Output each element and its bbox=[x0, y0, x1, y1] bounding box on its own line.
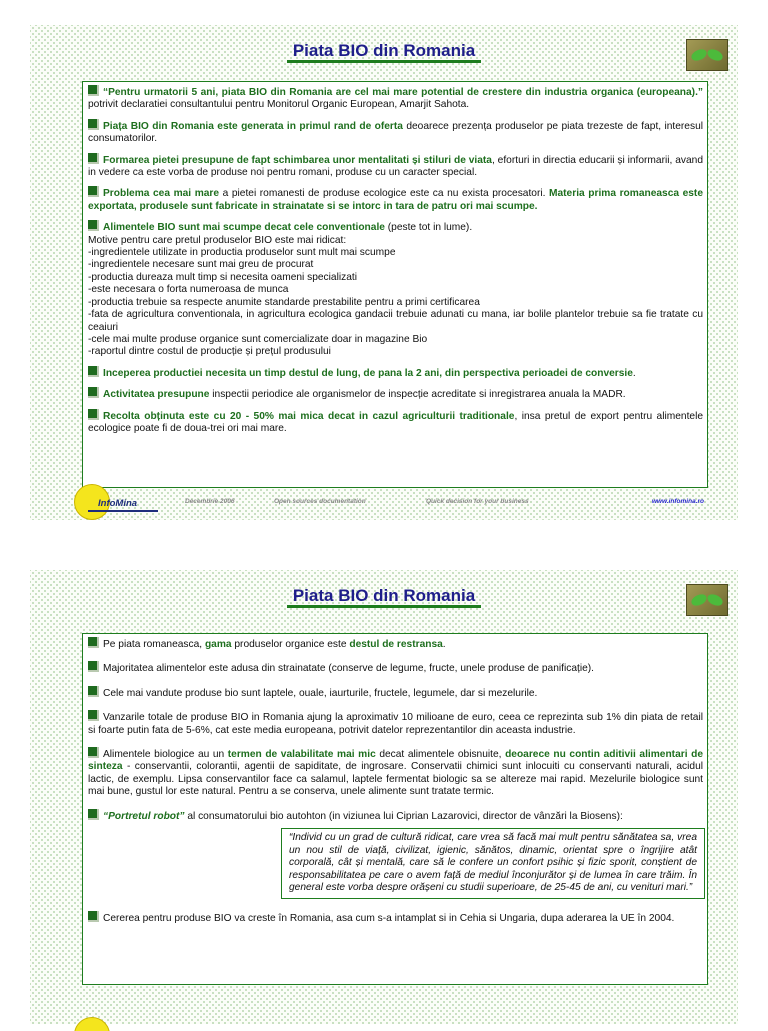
paragraph: Cererea pentru produse BIO va creste în Romania, asa cum s-a intamplat si in Cehia si Ungaria, dupa aderarea la UE în 2004. bbox=[88, 911, 703, 925]
leaf-logo-icon bbox=[686, 584, 728, 616]
slide-content bbox=[82, 633, 708, 985]
paragraph: “Portretul robot” al consumatorului bio autohton (in viziunea lui Ciprian Lazarovici, director de vânzări la Biosens): bbox=[88, 809, 703, 823]
reason-line: -raportul dintre costul de producție și prețul produsului bbox=[88, 346, 331, 358]
footer-source: Open sources documentation bbox=[274, 498, 366, 505]
bullet-icon bbox=[88, 710, 99, 721]
bullet-icon bbox=[88, 637, 99, 648]
paragraph: “Pentru urmatorii 5 ani, piata BIO din Romania are cel mai mare potential de crestere din industria organica (europeana).” potrivit declaratiei consultantului pentru Monitorul Organic European, Amarjit Sahota. bbox=[88, 87, 703, 111]
infomina-logo bbox=[74, 1017, 114, 1031]
paragraph: Alimentele BIO sunt mai scumpe decat cele conventionale (peste tot in lume). Motive pentru care pretul produselor BIO este mai ridicat: -ingredientele utilizate in productia produselor sunt mult mai scumpe -ingredientele necesare sunt mai greu de procurat -productia dureaza mult timp si necesita oameni specializati -este necesara o forta numeroasa de munca -productia trebuie sa respecte anumite standarde prestabilite pentru a primi certificarea -fata de agricultura conventionala, in agricultura ecologica gandacii trebuie adunati cu mana, iar bolile plantelor trebuie sa fie tratate cu ceaiuri -cele mai multe produse organice sunt comercializate doar in magazine Bio -raportul dintre costul de producție și prețul produsului bbox=[88, 222, 703, 358]
paragraph: Majoritatea alimentelor este adusa din strainatate (conserve de legume, fructe, unele produse de panificație). bbox=[88, 661, 703, 675]
logo-circle-icon bbox=[74, 1017, 110, 1031]
slide-content bbox=[82, 81, 708, 488]
leaf-logo-icon bbox=[686, 39, 728, 71]
reason-line: -productia dureaza mult timp si necesita oameni specializati bbox=[88, 271, 357, 283]
bullet-icon bbox=[88, 661, 99, 672]
logo-underline bbox=[88, 510, 158, 512]
bullet-icon bbox=[88, 911, 99, 922]
paragraph: Vanzarile totale de produse BIO in Romania ajung la aproximativ 10 milioane de euro, ceea ce reprezinta sub 1% din piata de retail si foarte putin fata de 5-6%, cat este media europeana, potrivit datelor reprezentantilor din aceasta industrie. bbox=[88, 712, 703, 736]
bullet-icon bbox=[88, 409, 99, 420]
reason-line: Motive pentru care pretul produselor BIO este mai ridicat: bbox=[88, 234, 347, 246]
reason-line: -cele mai multe produse organice sunt comercializate doar in magazine Bio bbox=[88, 333, 428, 345]
slide-1 bbox=[30, 25, 738, 520]
bullet-icon bbox=[88, 153, 99, 164]
bullet-icon bbox=[88, 366, 99, 377]
slide-2 bbox=[30, 570, 738, 1024]
reason-line: -fata de agricultura conventionala, in agricultura ecologica gandacii trebuie adunati cu mana, iar bolile plantelor trebuie sa fie tratate cu ceaiuri bbox=[88, 309, 703, 333]
paragraph: Piața BIO din Romania este generata in primul rand de oferta deoarece prezența produselor pe piata trezeste de fapt, interesul consumatorilor. bbox=[88, 120, 704, 145]
reason-line: -productia trebuie sa respecte anumite standarde prestabilite pentru a primi certificarea bbox=[88, 296, 480, 308]
bullet-icon bbox=[88, 220, 99, 231]
paragraph: Cele mai vandute produse bio sunt laptele, ouale, iaurturile, fructele, legumele, dar si mezelurile. bbox=[88, 686, 703, 700]
bullet-icon bbox=[88, 747, 99, 758]
paragraph: Pe piata romaneasca, gama produselor organice este destul de restransa. bbox=[88, 637, 703, 651]
paragraph: Activitatea presupune inspectii periodice ale organismelor de inspecție acreditate si inregistrarea anuala la MADR. bbox=[88, 387, 703, 401]
footer-date: Decembrie 2006 bbox=[185, 498, 235, 505]
slide-title: Piata BIO din Romania bbox=[30, 586, 738, 606]
reason-line: -ingredientele necesare sunt mai greu de procurat bbox=[88, 259, 314, 271]
reason-line: -este necesara o forta numeroasa de munca bbox=[88, 284, 289, 296]
paragraph: Problema cea mai mare a pietei romanesti de produse ecologice este ca nu exista procesatori. Materia prima romaneasca este exportata, produsele sunt fabricate in strainatate si se intorc in tara de patru ori mai scumpe. bbox=[88, 188, 703, 212]
slide-footer bbox=[82, 495, 708, 509]
bullet-icon bbox=[88, 809, 99, 820]
paragraph: Alimentele biologice au un termen de valabilitate mai mic decat alimentele obisnuite, deoarece nu contin aditivii alimentari de sinteza - conservantii, colorantii, agentii de sapiditate, de ingrosare. Conservatii chimici sunt inlocuiti cu conservanti naturali, acidul lactic, de exemplu. Lipsa conservantilor face ca salamul, laptele fermentat biologic sa se altereze mai rapid. Mezelurile biologice sunt mai bune, gustul lor este natural. Pentru a se conserva, unele alimente sunt tratate termic. bbox=[88, 749, 704, 798]
paragraph: Inceperea productiei necesita un timp destul de lung, de pana la 2 ani, din perspectiva perioadei de conversie. bbox=[88, 366, 703, 380]
bullet-icon bbox=[88, 85, 99, 96]
bullet-icon bbox=[88, 186, 99, 197]
bullet-icon bbox=[88, 686, 99, 697]
paragraph: Recolta obținuta este cu 20 - 50% mai mica decat in cazul agriculturii traditionale, insa pretul de export pentru alimentele ecologice poate fi de doua-trei ori mai mare. bbox=[88, 410, 703, 434]
footer-url[interactable]: www.infomina.ro bbox=[651, 498, 704, 505]
reason-line: -ingredientele utilizate in productia produselor sunt mult mai scumpe bbox=[88, 247, 396, 259]
logo-text: InfoMina bbox=[98, 498, 138, 509]
consumer-quote: “Individ cu un grad de cultură ridicat, care vrea să facă mai mult pentru sănătatea sa, vrea un nou stil de viață, civilizat, igienic, sănătos, dinamic, orientat spre o îngrijire atât corporală, cât și mentală, care să le confere un confort psihic și fizic sporit, conștient de responsabilitatea pe care o avem față de mediul înconjurător și de lumea în care trăim. În general este vorba despre orășeni cu studii superioare, de 25-45 de ani, cu venituri mari.” bbox=[281, 828, 705, 899]
footer-slogan: Quick decision for your business bbox=[426, 498, 529, 505]
slide-title: Piata BIO din Romania bbox=[30, 41, 738, 61]
bullet-icon bbox=[88, 387, 99, 398]
bullet-icon bbox=[88, 119, 99, 130]
paragraph: Formarea pietei presupune de fapt schimbarea unor mentalitati și stiluri de viata, eforturi in directia educarii și informarii, avand in vedere ca este vorba de produse noi pentru romani, produse cu un caracter special. bbox=[88, 154, 703, 179]
